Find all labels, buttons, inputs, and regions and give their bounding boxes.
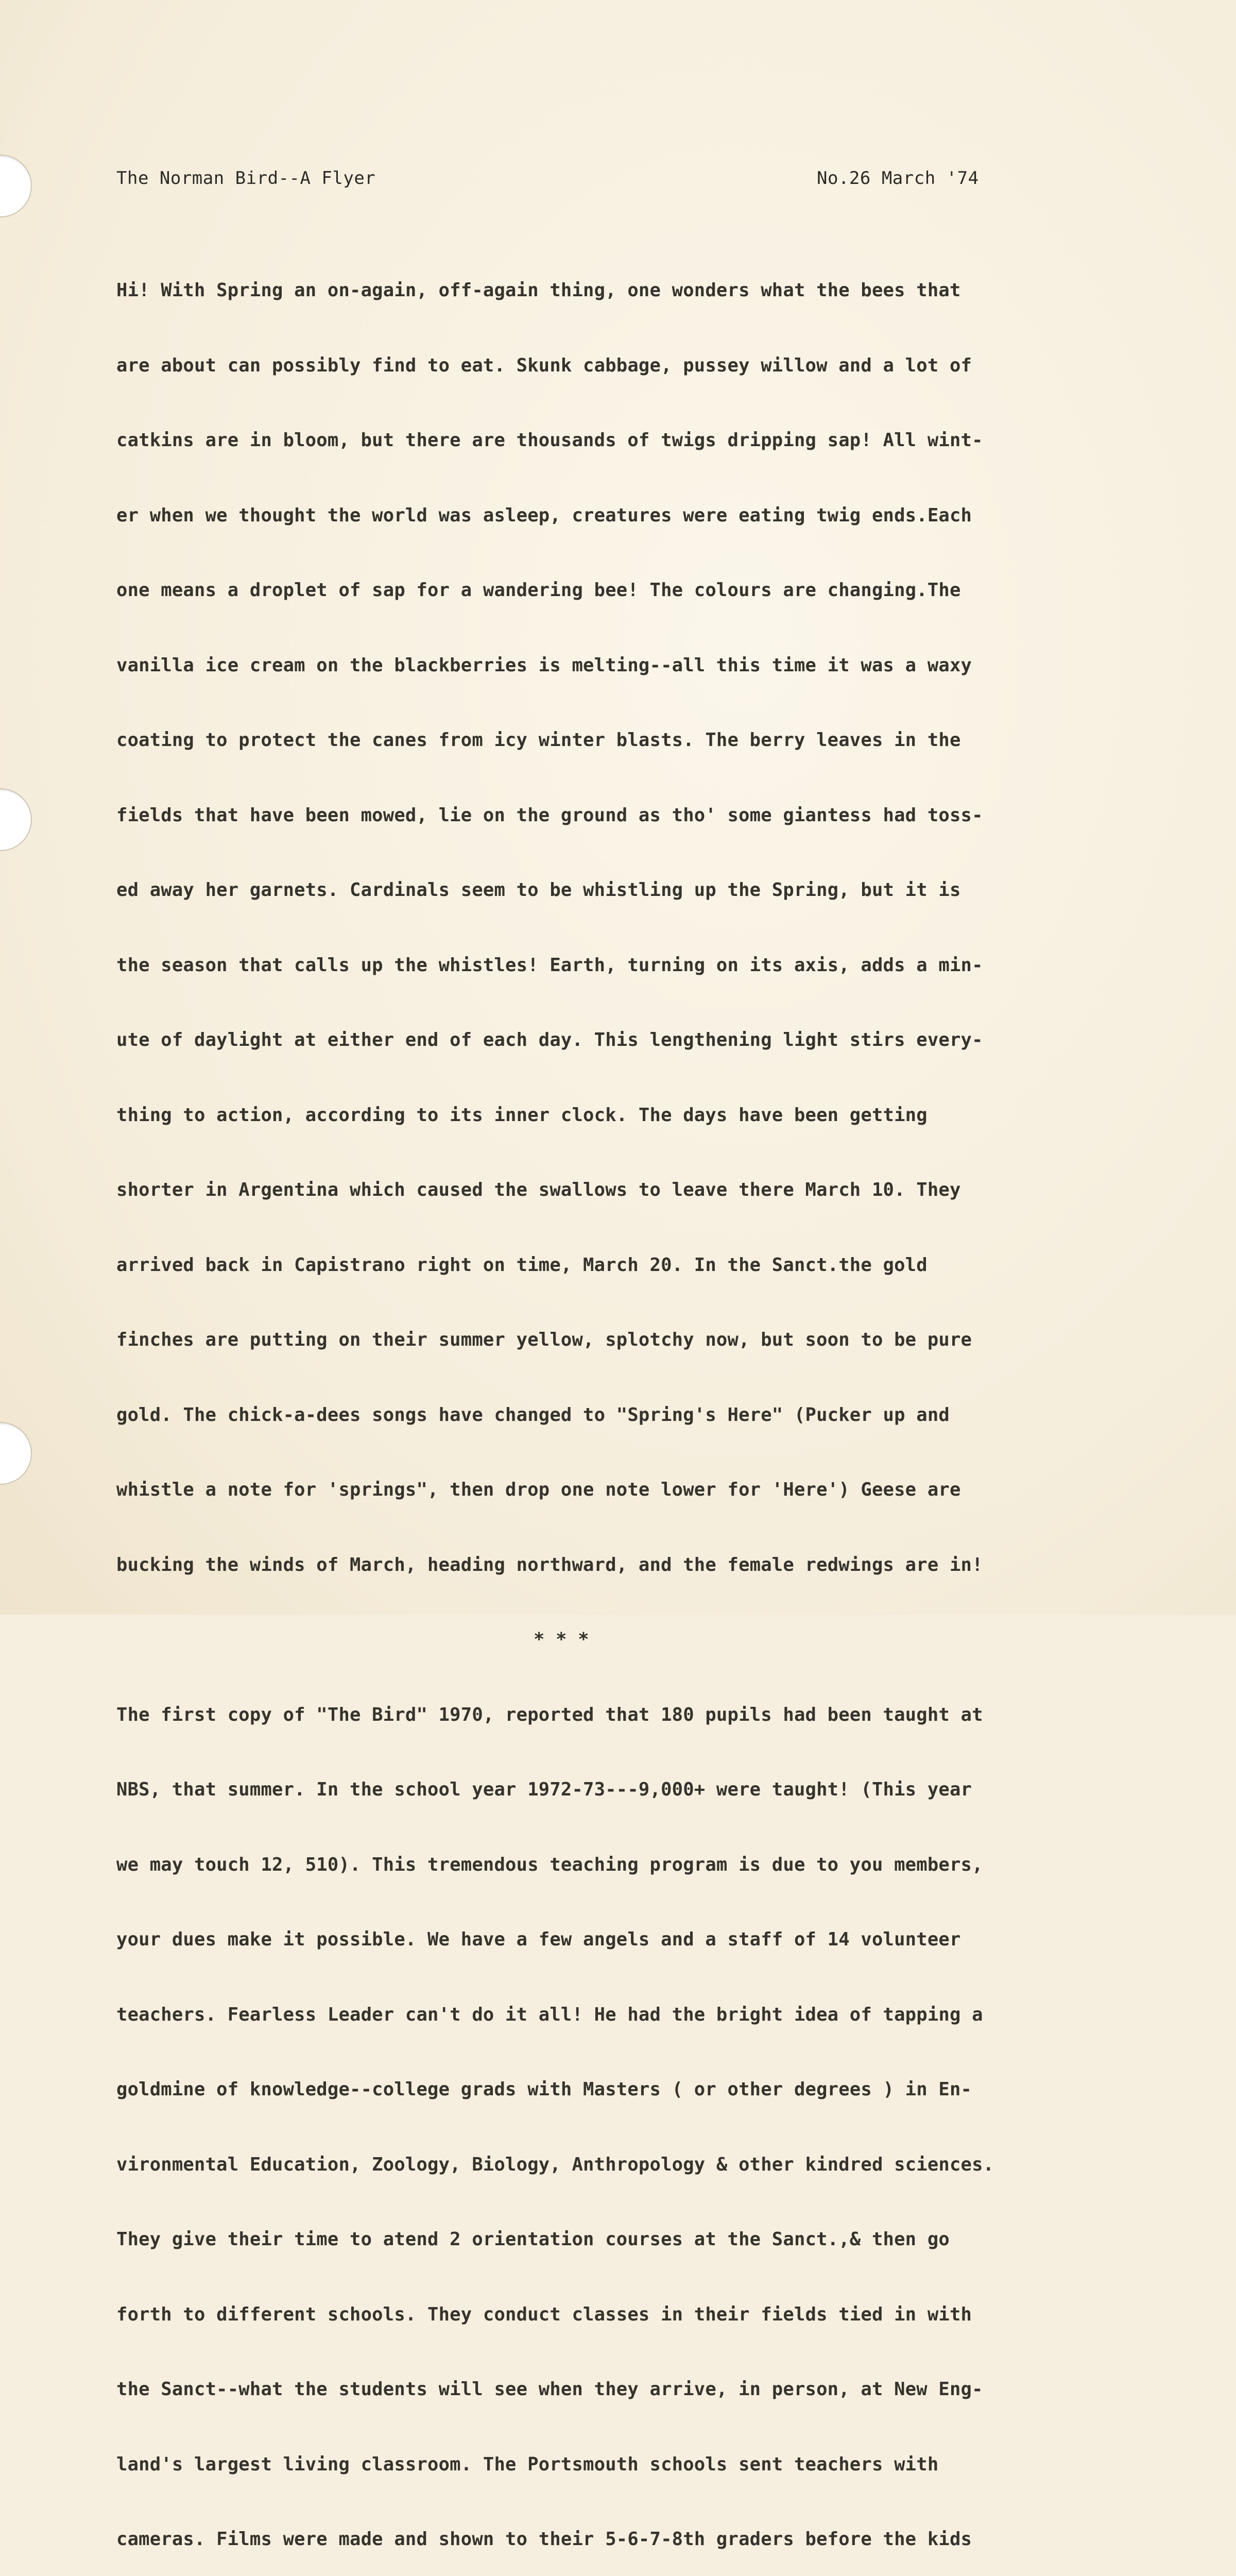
text-line: we may touch 12, 510). This tremendous teaching program is due to you members, xyxy=(116,1854,983,1875)
punch-hole-bottom xyxy=(0,1422,32,1485)
text-line: finches are putting on their summer yellow, splotchy now, but soon to be pure xyxy=(116,1329,972,1350)
text-line: er when we thought the world was asleep, creatures were eating twig ends.Each xyxy=(116,504,972,526)
text-line: ed away her garnets. Cardinals seem to be whistling up the Spring, but it is xyxy=(116,879,961,901)
text-line: NBS, that summer. In the school year 1972-73---9,000+ were taught! (This year xyxy=(116,1779,972,1800)
punch-hole-middle xyxy=(0,788,32,851)
text-line: shorter in Argentina which caused the swallows to leave there March 10. They xyxy=(116,1179,961,1200)
text-line: are about can possibly find to eat. Skunk cabbage, pussey willow and a lot of xyxy=(116,354,972,376)
text-line: gold. The chick-a-dees songs have changed to "Spring's Here" (Pucker up and xyxy=(116,1404,950,1426)
text-line: bucking the winds of March, heading northward, and the female redwings are in! xyxy=(116,1554,983,1575)
text-line: catkins are in bloom, but there are thousands of twigs dripping sap! All wint- xyxy=(116,430,983,451)
text-line: vanilla ice cream on the blackberries is melting--all this time it was a waxy xyxy=(116,654,972,676)
newsletter-body xyxy=(116,228,1115,2576)
text-line: your dues make it possible. We have a few angels and a staff of 14 volunteer xyxy=(116,1929,961,1950)
text-line: the season that calls up the whistles! Earth, turning on its axis, adds a min- xyxy=(116,954,983,976)
text-line: vironmental Education, Zoology, Biology, Anthropology & other kindred sciences. xyxy=(116,2154,994,2175)
text-line: fields that have been mowed, lie on the ground as tho' some giantess had toss- xyxy=(116,804,983,826)
text-line: thing to action, according to its inner clock. The days have been getting xyxy=(116,1104,928,1126)
text-line: coating to protect the canes from icy winter blasts. The berry leaves in the xyxy=(116,730,961,751)
text-line: ute of daylight at either end of each day. This lengthening light stirs every- xyxy=(116,1029,983,1050)
punch-hole-top xyxy=(0,155,32,217)
text-line: one means a droplet of sap for a wandering bee! The colours are changing.The xyxy=(116,580,961,601)
text-line: goldmine of knowledge--college grads with Masters ( or other degrees ) in En- xyxy=(116,2079,972,2100)
issue-number: No.26 March '74 xyxy=(817,168,979,189)
section-separator: * * * xyxy=(534,1629,589,1650)
text-line: They give their time to atend 2 orientation courses at the Sanct.,& then go xyxy=(116,2229,950,2250)
text-line: Hi! With Spring an on-again, off-again thing, one wonders what the bees that xyxy=(116,280,961,301)
text-line: land's largest living classroom. The Portsmouth schools sent teachers with xyxy=(116,2453,939,2475)
newsletter-title: The Norman Bird--A Flyer xyxy=(116,168,376,189)
text-line: cameras. Films were made and shown to their 5-6-7-8th graders before the kids xyxy=(116,2529,972,2550)
text-line: the Sanct--what the students will see when they arrive, in person, at New Eng- xyxy=(116,2379,983,2400)
text-line: forth to different schools. They conduct classes in their fields tied in with xyxy=(116,2303,972,2325)
text-line: The first copy of "The Bird" 1970, reported that 180 pupils had been taught at xyxy=(116,1704,983,1725)
text-line: teachers. Fearless Leader can't do it all! He had the bright idea of tapping a xyxy=(116,2004,983,2025)
text-line: arrived back in Capistrano right on time, March 20. In the Sanct.the gold xyxy=(116,1254,928,1276)
text-line: whistle a note for 'springs", then drop one note lower for 'Here') Geese are xyxy=(116,1479,961,1500)
